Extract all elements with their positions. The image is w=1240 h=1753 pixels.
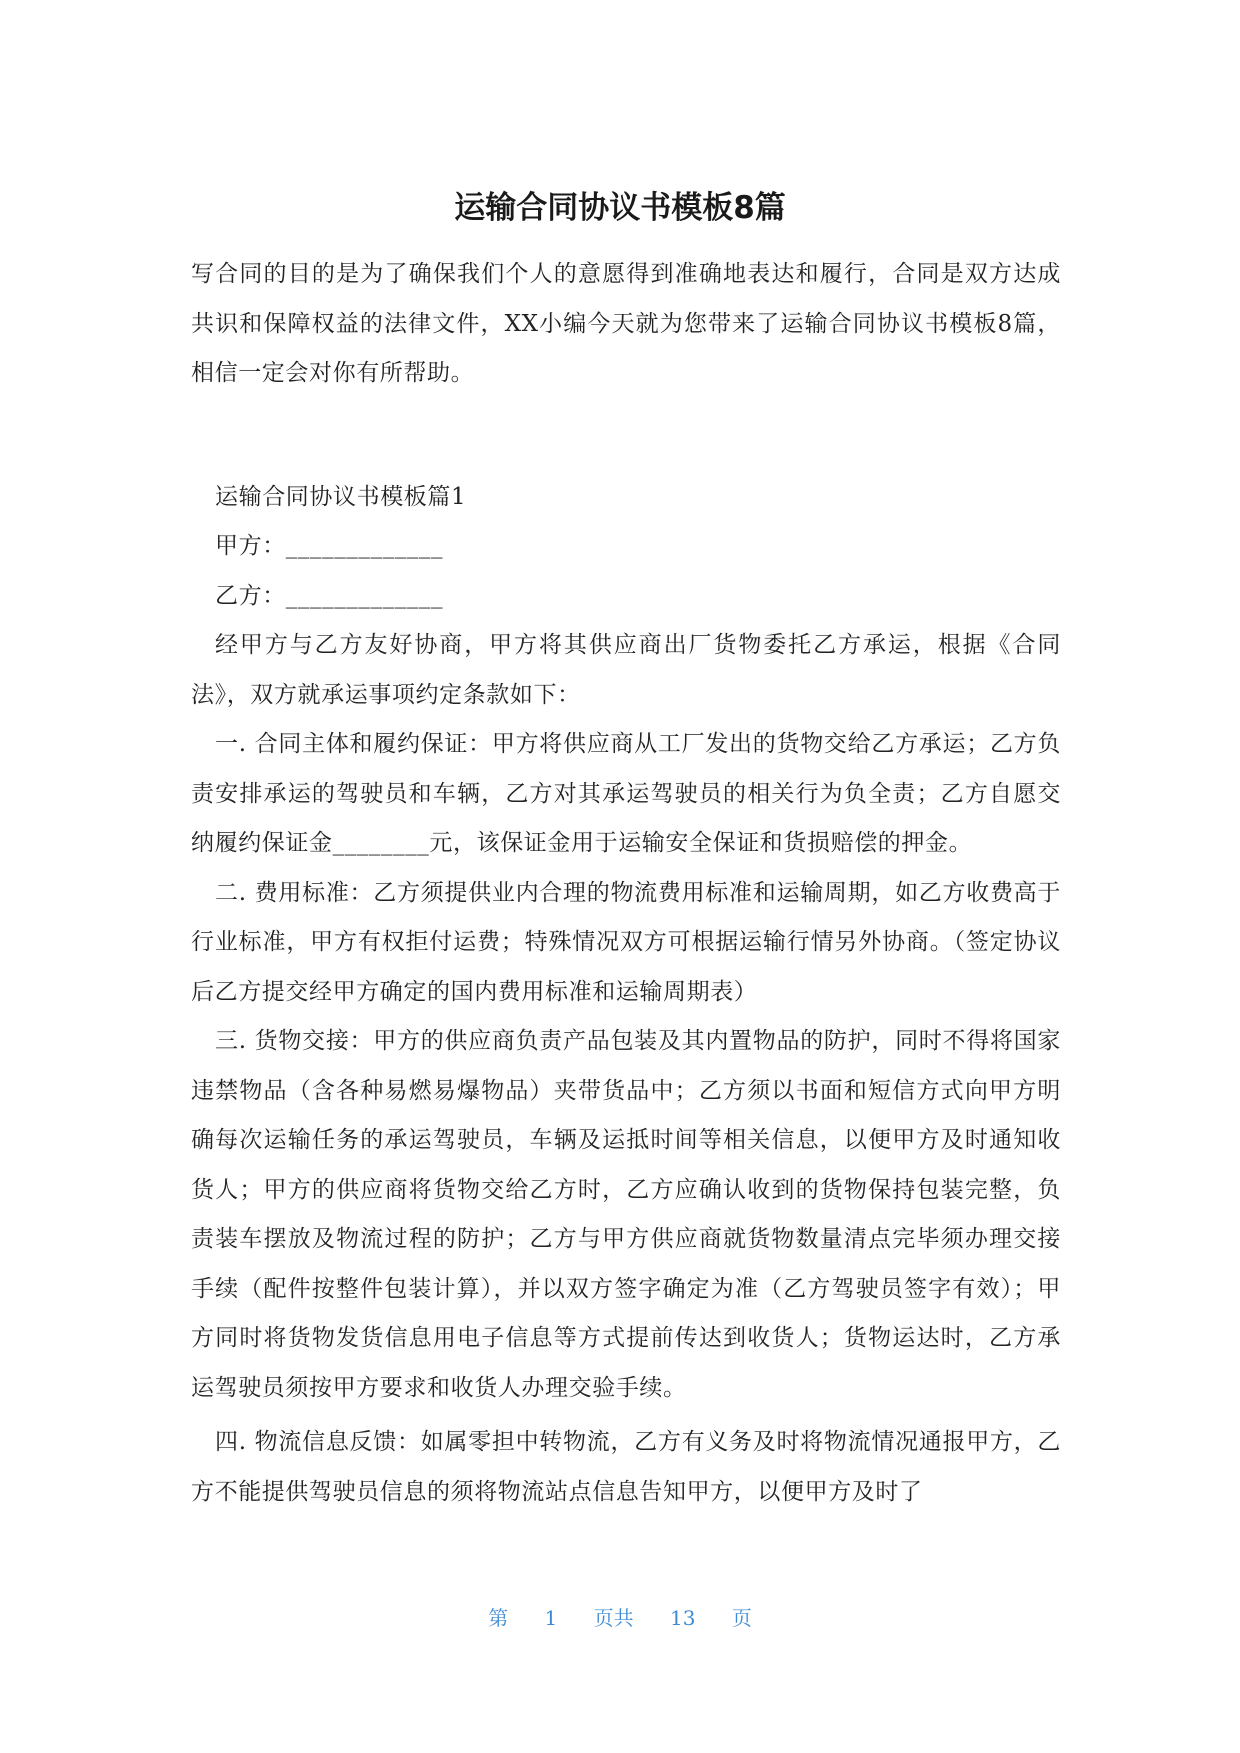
- clause-3: 三. 货物交接：甲方的供应商负责产品包装及其内置物品的防护，同时不得将国家违禁物品（含各种易燃易爆物品）夹带货品中；乙方须以书面和短信方式向甲方明确每次运输任务的承运驾驶员，车辆及运抵时间等相关信息，以便甲方及时通知收货人；甲方的供应商将货物交给乙方时，乙方应确认收到的货物保持包装完整，负责装车摆放及物流过程的防护；乙方与甲方供应商就货物数量清点完毕须办理交接手续（配件按整件包装计算），并以双方签字确定为准（乙方驾驶员签字有效）；甲方同时将货物发货信息用电子信息等方式提前传达到收货人；货物运达时，乙方承运驾驶员须按甲方要求和收货人办理交验手续。: [191, 1028, 1061, 1401]
- document-title: 运输合同协议书模板8篇: [454, 190, 786, 226]
- spacer: [191, 399, 1061, 473]
- clause-1: 一. 合同主体和履约保证：甲方将供应商从工厂发出的货物交给乙方承运；乙方负责安排承运的驾驶员和车辆，乙方对其承运驾驶员的相关行为负全责；乙方自愿交纳履约保证金________元，该保证金用于运输安全保证和货损赔偿的押金。: [191, 731, 1061, 856]
- footer-current-page: 1: [544, 1606, 558, 1630]
- footer-suffix: 页: [731, 1606, 752, 1630]
- preamble-paragraph: 经甲方与乙方友好协商，甲方将其供应商出厂货物委托乙方承运，根据《合同法》，双方就承运事项约定条款如下：: [191, 632, 1061, 708]
- party-a-line: 甲方：_____________: [215, 533, 444, 559]
- footer-mid: 页共: [593, 1606, 634, 1630]
- document-body: [191, 250, 1061, 1517]
- page-footer: [0, 1604, 1240, 1632]
- clause-2: 二. 费用标准：乙方须提供业内合理的物流费用标准和运输周期，如乙方收费高于行业标准，甲方有权拒付运费；特殊情况双方可根据运输行情另外协商。（签定协议后乙方提交经甲方确定的国内费用标准和运输周期表）: [191, 879, 1061, 1005]
- footer-total-pages: 13: [670, 1606, 696, 1630]
- section-heading: 运输合同协议书模板篇1: [215, 483, 467, 510]
- footer-prefix: 第: [488, 1606, 509, 1630]
- intro-paragraph: 写合同的目的是为了确保我们个人的意愿得到准确地表达和履行，合同是双方达成共识和保障权益的法律文件，XX小编今天就为您带来了运输合同协议书模板8篇，相信一定会对你有所帮助。: [191, 261, 1061, 386]
- party-b-line: 乙方：_____________: [215, 582, 444, 609]
- clause-4: 四. 物流信息反馈：如属零担中转物流，乙方有义务及时将物流情况通报甲方，乙方不能提供驾驶员信息的须将物流站点信息告知甲方，以便甲方及时了: [191, 1429, 1061, 1505]
